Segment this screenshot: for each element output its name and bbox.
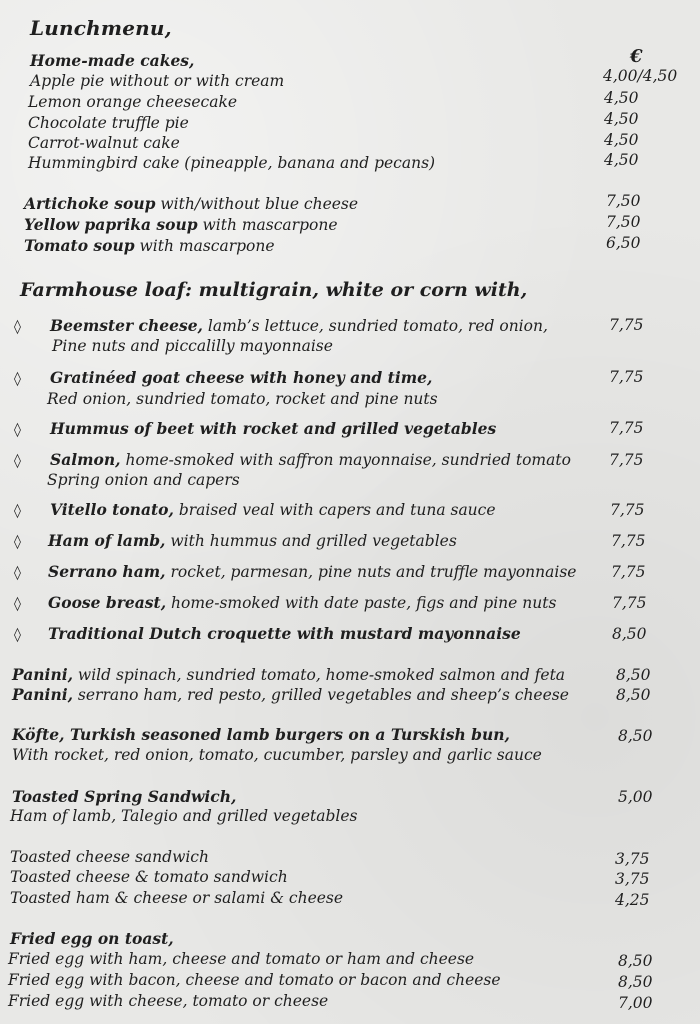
loaf-item-price: 7,75 <box>612 594 647 612</box>
toastie-name: Toasted cheese sandwich <box>10 848 209 866</box>
cakes-heading: Home-made cakes, <box>30 51 195 70</box>
toastie-price: 3,75 <box>615 870 650 888</box>
toastie-price: 3,75 <box>615 850 650 868</box>
loaf-item-name: Salmon, <box>50 450 121 469</box>
fried-egg-item-price: 8,50 <box>618 973 653 991</box>
loaf-item-price: 7,75 <box>609 368 644 386</box>
loaf-item-desc: home-smoked with saffron mayonnaise, sundried tomato <box>120 451 571 469</box>
fried-egg-item-name: Fried egg with bacon, cheese and tomato or bacon and cheese <box>8 971 501 989</box>
loaf-item-name: Ham of lamb, <box>48 531 166 550</box>
loaf-item-desc: home-smoked with date paste, figs and pine nuts <box>166 594 557 612</box>
diamond-bullet-icon: ◊ <box>14 453 21 469</box>
cake-item-price: 4,50 <box>604 110 639 128</box>
soup-price: 6,50 <box>606 234 641 252</box>
diamond-bullet-icon: ◊ <box>14 565 21 581</box>
cake-item-name: Chocolate truffle pie <box>28 114 189 132</box>
loaf-item-price: 8,50 <box>612 625 647 643</box>
kofte-desc: With rocket, red onion, tomato, cucumber, parsley and garlic sauce <box>12 746 542 764</box>
diamond-bullet-icon: ◊ <box>14 422 21 438</box>
fried-egg-item-price: 7,00 <box>618 994 653 1012</box>
cake-item-name: Hummingbird cake (pineapple, banana and pecans) <box>28 154 436 172</box>
loaf-item-name: Gratinéed goat cheese with honey and time, <box>50 368 433 387</box>
loaf-item-line2: Pine nuts and piccalilly mayonnaise <box>52 337 333 355</box>
panini-item <box>12 665 565 685</box>
soup-price: 7,50 <box>606 192 641 210</box>
loaf-item-desc: lamb’s lettuce, sundried tomato, red onion, <box>202 317 548 335</box>
loaf-item <box>50 368 432 388</box>
toastie-name: Toasted ham & cheese or salami & cheese <box>10 889 344 907</box>
loaf-item <box>48 562 576 582</box>
cake-item-name: Carrot-walnut cake <box>28 134 180 152</box>
loaf-item <box>48 531 457 551</box>
soup-name: Artichoke soup <box>24 194 156 213</box>
fried-egg-heading: Fried egg on toast, <box>10 929 174 948</box>
loaf-item-line2: Red onion, sundried tomato, rocket and pine nuts <box>47 390 438 408</box>
cake-item-price: 4,50 <box>604 131 639 149</box>
panini-desc: serrano ham, red pesto, grilled vegetables and sheep’s cheese <box>73 686 569 704</box>
loaf-item <box>48 593 556 613</box>
cake-item-name: Apple pie without or with cream <box>30 72 285 90</box>
kofte-name: Köfte, Turkish seasoned lamb burgers on a Turskish bun, <box>12 725 510 744</box>
loaf-item-line2: Spring onion and capers <box>47 471 240 489</box>
soup-item <box>24 194 358 214</box>
soup-name: Tomato soup <box>24 236 135 255</box>
toasted-spring-name: Toasted Spring Sandwich, <box>12 787 237 806</box>
loaf-item-desc: rocket, parmesan, pine nuts and truffle mayonnaise <box>165 563 577 581</box>
diamond-bullet-icon: ◊ <box>14 596 21 612</box>
cake-item-name: Lemon orange cheesecake <box>28 93 238 111</box>
loaf-item-price: 7,75 <box>611 532 646 550</box>
soup-price: 7,50 <box>606 213 641 231</box>
loaf-item <box>50 500 496 520</box>
diamond-bullet-icon: ◊ <box>14 503 21 519</box>
fried-egg-item-price: 8,50 <box>618 952 653 970</box>
soup-desc: with mascarpone <box>197 216 338 234</box>
fried-egg-item-name: Fried egg with cheese, tomato or cheese <box>8 992 329 1010</box>
cake-item-price: 4,00/4,50 <box>603 67 678 85</box>
diamond-bullet-icon: ◊ <box>14 627 21 643</box>
toastie-name: Toasted cheese & tomato sandwich <box>10 868 288 886</box>
loaf-item-name: Goose breast, <box>48 593 167 612</box>
loaf-item-name: Beemster cheese, <box>50 316 203 335</box>
diamond-bullet-icon: ◊ <box>14 319 21 335</box>
diamond-bullet-icon: ◊ <box>14 371 21 387</box>
loaf-item-name: Serrano ham, <box>48 562 166 581</box>
toastie-price: 4,25 <box>615 891 650 909</box>
loaf-item-price: 7,75 <box>609 451 644 469</box>
loaf-item-desc: braised veal with capers and tuna sauce <box>173 501 496 519</box>
loaf-item-price: 7,75 <box>610 501 645 519</box>
soup-name: Yellow paprika soup <box>24 215 198 234</box>
panini-desc: wild spinach, sundried tomato, home-smoked salmon and feta <box>73 666 566 684</box>
soup-item <box>24 236 275 256</box>
loaf-item-name: Vitello tonato, <box>50 500 174 519</box>
panini-item <box>12 685 569 705</box>
panini-price: 8,50 <box>616 686 651 704</box>
toasted-spring-desc: Ham of lamb, Talegio and grilled vegetables <box>10 807 358 825</box>
loaf-item <box>50 450 571 470</box>
fried-egg-item-name: Fried egg with ham, cheese and tomato or ham and cheese <box>8 950 475 968</box>
panini-name: Panini, <box>12 685 73 704</box>
loaf-item <box>48 624 521 644</box>
loaf-item-desc: with hummus and grilled vegetables <box>165 532 457 550</box>
diamond-bullet-icon: ◊ <box>14 534 21 550</box>
loaf-item-name: Hummus of beet with rocket and grilled vegetables <box>50 419 497 438</box>
cake-item-price: 4,50 <box>604 89 639 107</box>
currency-symbol: € <box>630 46 643 67</box>
loaf-heading: Farmhouse loaf: multigrain, white or corn with, <box>20 279 528 301</box>
loaf-item <box>50 316 548 336</box>
soup-item <box>24 215 338 235</box>
loaf-item-price: 7,75 <box>609 316 644 334</box>
cake-item-price: 4,50 <box>604 151 639 169</box>
panini-name: Panini, <box>12 665 73 684</box>
loaf-item-price: 7,75 <box>611 563 646 581</box>
soup-desc: with/without blue cheese <box>155 195 359 213</box>
loaf-item <box>50 419 496 439</box>
loaf-item-price: 7,75 <box>609 419 644 437</box>
panini-price: 8,50 <box>616 666 651 684</box>
loaf-item-name: Traditional Dutch croquette with mustard mayonnaise <box>48 624 521 643</box>
soup-desc: with mascarpone <box>134 237 275 255</box>
kofte-price: 8,50 <box>618 727 653 745</box>
page-title: Lunchmenu, <box>30 16 172 40</box>
toasted-spring-price: 5,00 <box>618 788 653 806</box>
